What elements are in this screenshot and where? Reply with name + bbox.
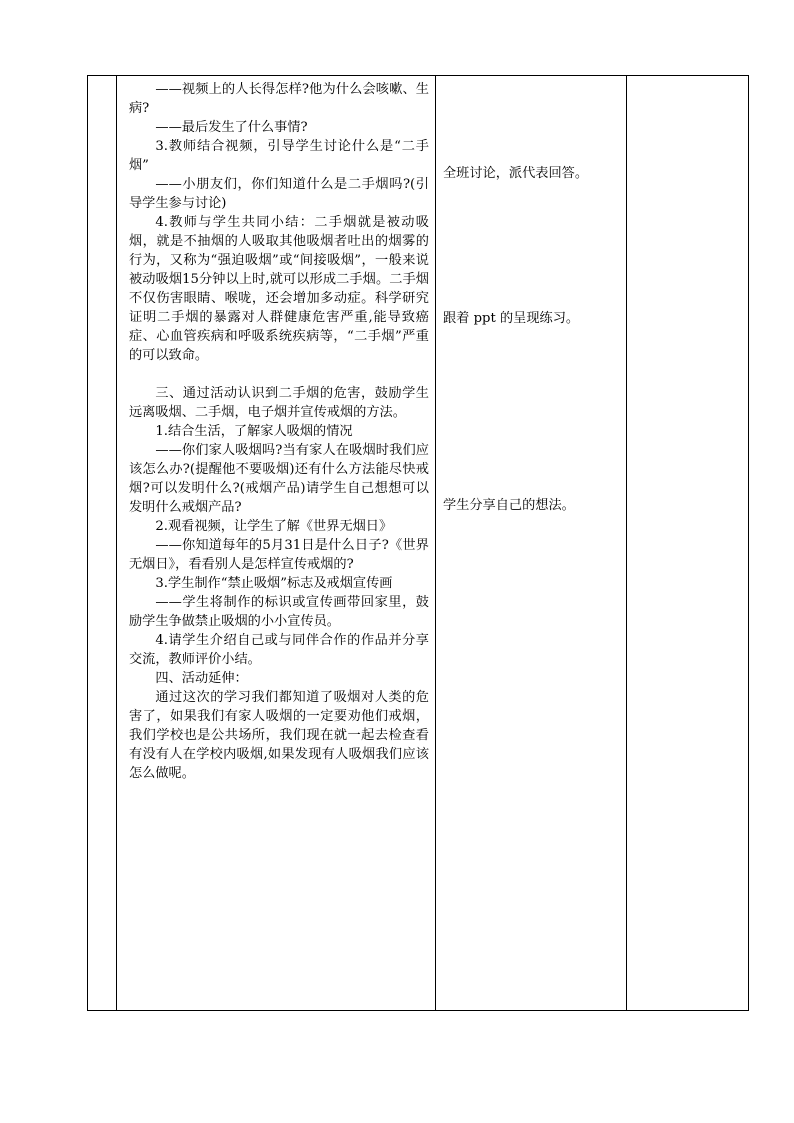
section-heading: 三、通过活动认识到二手烟的危害，鼓励学生远离吸烟、二手烟，电子烟并宣传戒烟的方法。 [129, 386, 429, 420]
student-activity-item: 学生分享自己的想法。 [443, 498, 575, 513]
paragraph: 通过这次的学习我们都知道了吸烟对人类的危害了，如果我们有家人吸烟的一定要劝他们戒烟，我们学校也是公共场所，我们现在就一起去检查看有没有人在学校内吸烟,如果发现有人吸烟我们应该怎么做呢。 [129, 690, 429, 781]
paragraph: 4.教师与学生共同小结：二手烟就是被动吸烟，就是不抽烟的人吸取其他吸烟者吐出的烟雾的行为，又称为“强迫吸烟”或“间接吸烟”，一般来说被动吸烟15分钟以上时,就可以形成二手烟。二手烟不仅伤害眼睛、喉咙，还会增加多动症。科学研究证明二手烟的暴露对人群健康危害严重,能导致癌症、心血管疾病和呼吸系统疾病等，“二手烟”严重的可以致命。 [129, 215, 429, 363]
notes-column-cell [627, 76, 749, 1011]
paragraph: ——最后发生了什么事情? [155, 120, 308, 135]
paragraph: ——你知道每年的5月31日是什么日子?《世界无烟日》，看看别人是怎样宣传戒烟的? [129, 538, 429, 572]
paragraph: ——你们家人吸烟吗?当有家人在吸烟时我们应该怎么办?(提醒他不要吸烟)还有什么方法能尽快戒烟?可以发明什么?(戒烟产品)请学生自己想想可以发明什么戒烟产品? [129, 443, 429, 515]
teacher-activity-cell [117, 76, 436, 1011]
table-row [88, 76, 749, 1011]
student-activity-item: 跟着 ppt 的呈现练习。 [443, 311, 580, 326]
student-activity-text [436, 76, 626, 1010]
student-activity-cell [436, 76, 627, 1011]
paragraph: 3.教师结合视频，引导学生讨论什么是“二手烟” [129, 139, 429, 173]
paragraph: ——学生将制作的标识或宣传画带回家里，鼓励学生争做禁止吸烟的小小宣传员。 [129, 595, 429, 629]
index-column-cell [88, 76, 117, 1011]
section-heading: 四、活动延伸： [155, 671, 248, 686]
paragraph: 1.结合生活，了解家人吸烟的情况 [155, 424, 353, 439]
paragraph: ——视频上的人长得怎样?他为什么会咳嗽、生病? [129, 82, 429, 116]
paragraph: 3.学生制作“禁止吸烟”标志及戒烟宣传画 [155, 576, 393, 591]
student-activity-item: 全班讨论，派代表回答。 [443, 166, 589, 181]
paragraph: ——小朋友们，你们知道什么是二手烟吗?(引导学生参与讨论) [129, 177, 429, 211]
teacher-activity-text [117, 76, 435, 783]
paragraph: 4.请学生介绍自己或与同伴合作的作品并分享交流，教师评价小结。 [129, 633, 429, 667]
lesson-plan-table [87, 75, 749, 1011]
paragraph: 2.观看视频，让学生了解《世界无烟日》 [155, 519, 393, 534]
